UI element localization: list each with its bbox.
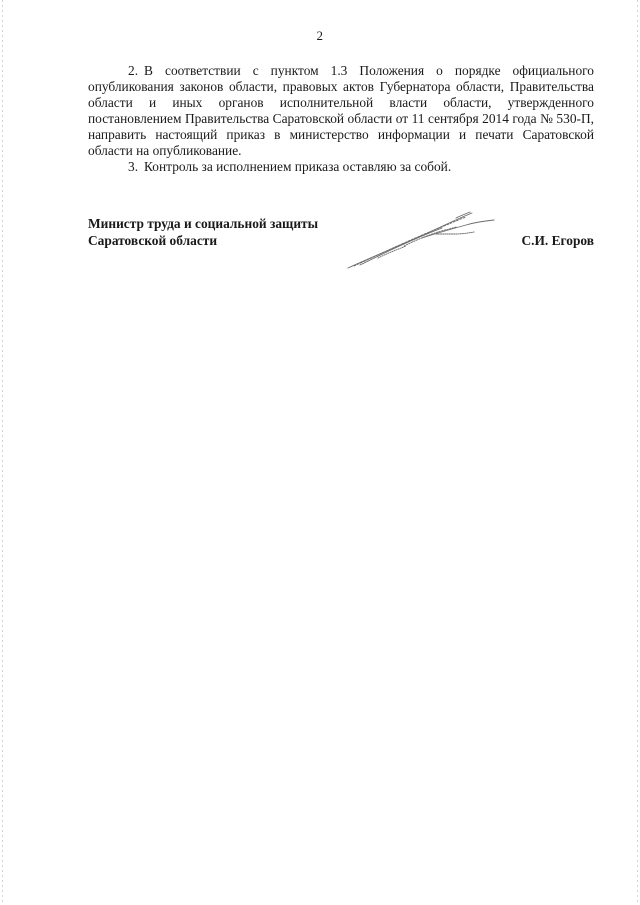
page-edge-right xyxy=(637,0,638,905)
page-number: 2 xyxy=(316,28,324,43)
signatory-name: С.И. Егоров xyxy=(521,232,594,248)
handwritten-signature xyxy=(344,208,504,274)
paragraph-number: 3. xyxy=(128,159,139,174)
signatory-title-line: Министр труда и социальной защиты xyxy=(88,216,319,231)
page-edge-left xyxy=(2,0,3,905)
paragraph-number: 2. xyxy=(128,63,139,78)
signatory-title xyxy=(88,216,318,249)
signatory-title-line: Саратовской области xyxy=(88,232,218,248)
paragraph-text: В соответствии с пунктом 1.3 Положения о порядке официального опубликования законов области, правовых актов Губернатора области, Правительства области и иных органов исполнительной власти области, утвержденного постановлением Правительства Саратовской области от 11 сентября 2014 года № 530-П, направить настоящий приказ в министерство информации и печати Саратовской области на опубликование. xyxy=(88,63,594,158)
paragraph-item xyxy=(88,63,594,159)
paragraph-item xyxy=(88,159,594,175)
paragraph-text: Контроль за исполнением приказа оставляю за собой. xyxy=(144,159,452,174)
signature-block xyxy=(88,216,594,276)
document-body xyxy=(88,63,594,175)
